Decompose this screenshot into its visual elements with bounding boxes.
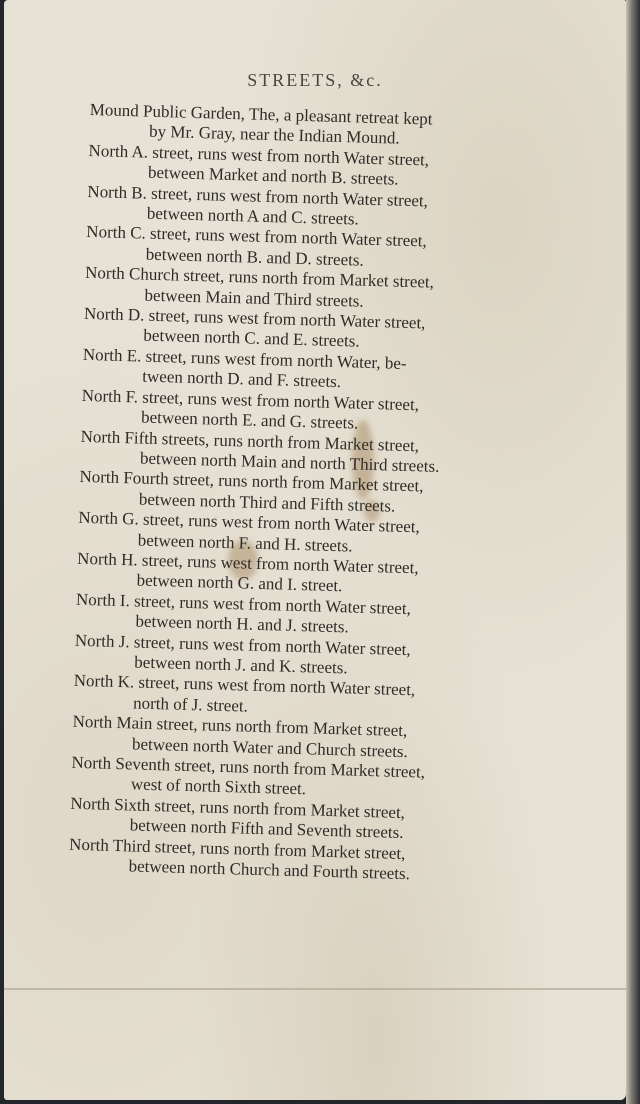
street-entry-continuation: between north C. and E. streets. <box>143 326 360 352</box>
street-entry-first-line: North E. street, runs west from north Water, be- <box>82 344 407 373</box>
book-page <box>4 0 626 1100</box>
street-entry-continuation: west of north Sixth street. <box>130 774 307 799</box>
street-entry-first-line: North Main street, runs north from Market street, <box>72 711 408 741</box>
street-entry-continuation: between north Third and Fifth streets. <box>138 489 396 516</box>
street-entry-continuation: between north E. and G. streets. <box>140 407 359 433</box>
street-entry-continuation: between north Main and north Third streets. <box>139 448 440 476</box>
street-entry-first-line: North Fourth street, runs north from Market street, <box>79 467 424 496</box>
street-entry-first-line: North A. street, runs west from north Water street, <box>88 140 430 170</box>
street-entry-continuation: between north Church and Fourth streets. <box>128 856 411 884</box>
street-entry-continuation: between north F. and H. streets. <box>137 530 353 556</box>
street-entry-first-line: North G. street, runs west from north Water street, <box>78 507 421 537</box>
street-entry-first-line: North Sixth street, runs north from Market street, <box>70 793 406 822</box>
street-entry-continuation: between north H. and J. streets. <box>135 611 350 637</box>
street-entry-continuation: between north A and C. streets. <box>146 203 360 229</box>
street-entry-first-line: North B. street, runs west from north Water street, <box>87 181 429 211</box>
street-entry-first-line: North C. street, runs west from north Water street, <box>86 222 428 251</box>
street-entry-first-line: North H. street, runs west from north Water street, <box>76 548 419 578</box>
street-entry-first-line: North K. street, runs west from north Water street, <box>73 671 416 700</box>
street-entry-first-line: North F. street, runs west from north Water street, <box>81 385 420 414</box>
street-entry-continuation: between Main and Third streets. <box>144 285 364 311</box>
page-heading: STREETS, &c. <box>247 70 383 90</box>
street-entry-continuation: between north B. and D. streets. <box>145 244 365 270</box>
street-entry-continuation: between Market and north B. streets. <box>147 162 399 189</box>
street-entry-first-line: North I. street, runs west from north Water street, <box>75 589 412 618</box>
street-entry-continuation: tween north D. and F. streets. <box>142 366 342 392</box>
street-entry-first-line: North Third street, runs north from Market street, <box>68 834 406 863</box>
street-entry-first-line: Mound Public Garden, The, a pleasant retreat kept <box>89 100 433 129</box>
street-entry-continuation: north of J. street. <box>132 693 249 716</box>
street-entry-first-line: North J. street, runs west from north Water street, <box>74 630 411 659</box>
street-entry-continuation: between north G. and I. street. <box>136 570 343 596</box>
street-directory-list <box>68 100 559 888</box>
street-entry-continuation: by Mr. Gray, near the Indian Mound. <box>148 122 400 149</box>
street-entry-continuation: between north Water and Church streets. <box>131 734 409 761</box>
page-crease <box>4 988 626 990</box>
street-entry-first-line: North Church street, runs north from Market street, <box>84 263 435 292</box>
street-entry-continuation: between north J. and K. streets. <box>134 652 348 678</box>
book-edge <box>626 0 640 1104</box>
street-entry-continuation: between north Fifth and Seventh streets. <box>129 815 404 843</box>
street-entry-first-line: North Fifth streets, runs north from Market street, <box>80 426 420 455</box>
street-entry-first-line: North D. street, runs west from north Water street, <box>83 303 426 333</box>
street-entry-first-line: North Seventh street, runs north from Market street, <box>71 752 426 782</box>
